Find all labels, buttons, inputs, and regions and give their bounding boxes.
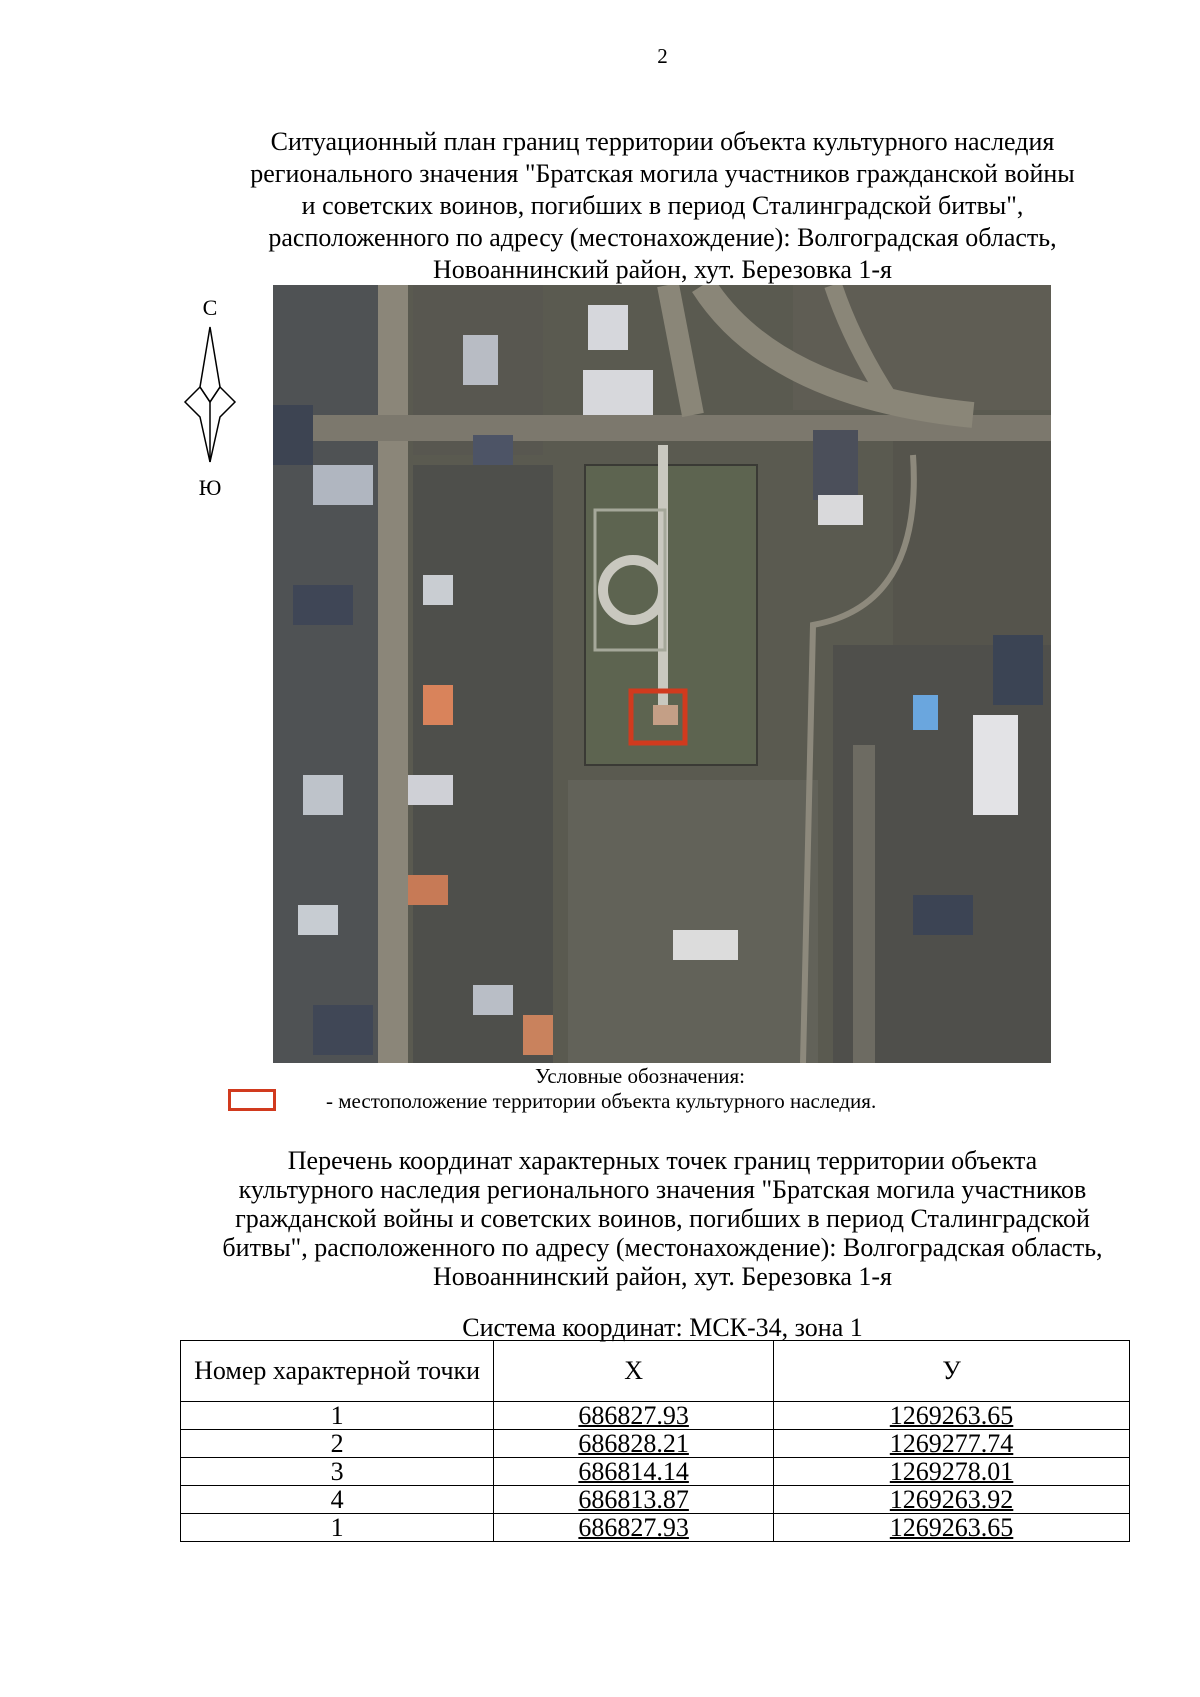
- title-line: и советских воинов, погибших в период Сталинградской битвы",: [301, 191, 1024, 220]
- x-cell: 686828.21: [494, 1430, 774, 1458]
- point-number-cell: 1: [181, 1402, 494, 1430]
- table-row: [181, 1402, 1130, 1430]
- title-line: регионального значения "Братская могила участников гражданской войны: [250, 159, 1075, 188]
- column-header-x: Х: [494, 1341, 774, 1402]
- y-cell: 1269278.01: [774, 1458, 1130, 1486]
- y-cell: 1269263.92: [774, 1486, 1130, 1514]
- north-arrow-icon: [180, 292, 240, 492]
- coordinates-list-title: [150, 1146, 1175, 1291]
- legend-title: Условные обозначения:: [534, 1064, 746, 1088]
- table-row: [181, 1458, 1130, 1486]
- compass-north-label: С: [202, 295, 218, 320]
- satellite-map: [273, 285, 1051, 1063]
- x-cell: 686827.93: [494, 1402, 774, 1430]
- column-header-y: У: [774, 1341, 1130, 1402]
- point-number-cell: 4: [181, 1486, 494, 1514]
- x-cell: 686814.14: [494, 1458, 774, 1486]
- coordinates-table: [180, 1340, 1130, 1542]
- table-row: [181, 1430, 1130, 1458]
- title-line: битвы", расположенного по адресу (местонахождение): Волгоградская область,: [222, 1233, 1103, 1262]
- legend-marker-swatch: [228, 1089, 276, 1111]
- y-cell: 1269263.65: [774, 1402, 1130, 1430]
- coordinate-system: Система координат: МСК-34, зона 1: [462, 1313, 863, 1342]
- point-number-cell: 2: [181, 1430, 494, 1458]
- point-number-cell: 3: [181, 1458, 494, 1486]
- title-line: Новоаннинский район, хут. Березовка 1-я: [433, 255, 892, 284]
- x-cell: 686813.87: [494, 1486, 774, 1514]
- title-line: расположенного по адресу (местонахождение): Волгоградская область,: [268, 223, 1057, 252]
- x-cell: 686827.93: [494, 1514, 774, 1542]
- title-line: Ситуационный план границ территории объекта культурного наследия: [270, 127, 1055, 156]
- y-cell: 1269263.65: [774, 1514, 1130, 1542]
- legend-item-text: - местоположение территории объекта культурного наследия.: [326, 1089, 877, 1113]
- column-header-point-number: Номер характерной точки: [181, 1341, 494, 1402]
- page-number: 2: [657, 44, 668, 68]
- title-line: культурного наследия регионального значения "Братская могила участников: [238, 1175, 1087, 1204]
- title-line: Новоаннинский район, хут. Березовка 1-я: [433, 1262, 892, 1291]
- y-cell: 1269277.74: [774, 1430, 1130, 1458]
- point-number-cell: 1: [181, 1514, 494, 1542]
- table-row: [181, 1514, 1130, 1542]
- table-row: [181, 1486, 1130, 1514]
- title-line: гражданской войны и советских воинов, погибших в период Сталинградской: [235, 1204, 1090, 1233]
- table-header-row: [181, 1341, 1130, 1402]
- compass-south-label: Ю: [198, 475, 222, 500]
- title-line: Перечень координат характерных точек границ территории объекта: [287, 1146, 1038, 1175]
- situation-plan-title: [150, 126, 1175, 286]
